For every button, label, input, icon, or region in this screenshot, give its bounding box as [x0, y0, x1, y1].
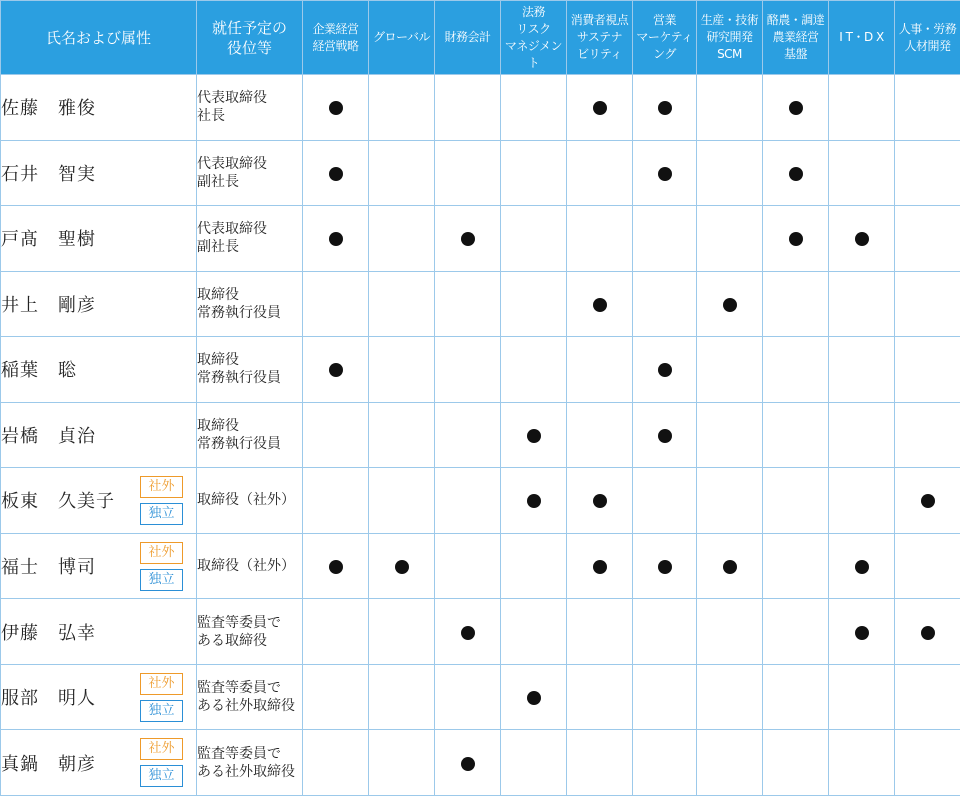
skill-cell-4: [567, 271, 633, 337]
skill-cell-9: [895, 75, 960, 141]
skill-cell-9: [895, 271, 960, 337]
header-skill-2: 財務会計: [435, 1, 501, 75]
independent-badge: 独立: [140, 700, 183, 722]
table-row: [1, 599, 960, 665]
header-skill-0: 企業経営 経営戦略: [303, 1, 369, 75]
skill-cell-0: [303, 730, 369, 796]
skill-cell-2: [435, 337, 501, 403]
skill-mark-dot: [527, 691, 541, 705]
director-name: 服部 明人: [1, 688, 96, 710]
skill-cell-0: [303, 271, 369, 337]
outside-badge: 社外: [140, 542, 183, 564]
skill-mark-dot: [527, 429, 541, 443]
skill-cell-4: [567, 599, 633, 665]
skill-cell-6: [697, 206, 763, 272]
skill-cell-4: [567, 664, 633, 730]
table-row: [1, 533, 960, 599]
skill-cell-5: [633, 664, 697, 730]
skill-mark-dot: [527, 494, 541, 508]
skill-cell-7: [763, 730, 829, 796]
skill-mark-dot: [921, 494, 935, 508]
name-cell: [1, 533, 197, 599]
skill-cell-1: [369, 402, 435, 468]
skill-cell-8: [829, 533, 895, 599]
skill-cell-4: [567, 468, 633, 534]
skill-cell-5: [633, 730, 697, 796]
header-skill-6: 生産・技術 研究開発 SCM: [697, 1, 763, 75]
outside-badge: 社外: [140, 673, 183, 695]
independent-badge: 独立: [140, 569, 183, 591]
table-header: [1, 1, 960, 75]
skill-cell-8: [829, 468, 895, 534]
position-cell: 取締役 常務執行役員: [197, 337, 303, 403]
independent-badge: 独立: [140, 503, 183, 525]
skill-cell-6: [697, 271, 763, 337]
skill-cell-4: [567, 140, 633, 206]
header-skill-1: グローバル: [369, 1, 435, 75]
skill-mark-dot: [461, 232, 475, 246]
skill-cell-3: [501, 271, 567, 337]
table-row: [1, 468, 960, 534]
skill-cell-8: [829, 402, 895, 468]
director-name: 稲葉 聡: [1, 360, 77, 382]
skill-cell-6: [697, 337, 763, 403]
skill-cell-2: [435, 533, 501, 599]
skill-mark-dot: [658, 429, 672, 443]
skill-mark-dot: [723, 560, 737, 574]
position-cell: 取締役 常務執行役員: [197, 402, 303, 468]
outside-badge: 社外: [140, 738, 183, 760]
skill-mark-dot: [658, 363, 672, 377]
skill-mark-dot: [329, 101, 343, 115]
position-cell: 取締役（社外）: [197, 468, 303, 534]
skill-mark-dot: [329, 363, 343, 377]
skill-cell-3: [501, 337, 567, 403]
skill-cell-5: [633, 599, 697, 665]
header-skill-5: 営業 マーケティング: [633, 1, 697, 75]
skill-cell-2: [435, 271, 501, 337]
skill-mark-dot: [461, 626, 475, 640]
skill-cell-0: [303, 402, 369, 468]
name-cell: [1, 402, 197, 468]
independent-badge: 独立: [140, 765, 183, 787]
name-cell: [1, 75, 197, 141]
table-row: [1, 206, 960, 272]
director-name: 板東 久美子: [1, 491, 115, 513]
position-cell: 代表取締役 社長: [197, 75, 303, 141]
skill-cell-5: [633, 533, 697, 599]
skill-cell-1: [369, 206, 435, 272]
name-cell: [1, 599, 197, 665]
skill-cell-2: [435, 468, 501, 534]
skill-cell-1: [369, 599, 435, 665]
skill-mark-dot: [789, 101, 803, 115]
skill-cell-7: [763, 599, 829, 665]
skill-cell-7: [763, 468, 829, 534]
skill-mark-dot: [593, 494, 607, 508]
skill-cell-2: [435, 206, 501, 272]
skill-cell-9: [895, 468, 960, 534]
skill-cell-4: [567, 337, 633, 403]
skill-cell-3: [501, 75, 567, 141]
skill-cell-7: [763, 75, 829, 141]
skill-cell-7: [763, 140, 829, 206]
skill-mark-dot: [329, 232, 343, 246]
position-cell: 取締役 常務執行役員: [197, 271, 303, 337]
table-row: [1, 402, 960, 468]
skill-cell-3: [501, 599, 567, 665]
skill-mark-dot: [593, 101, 607, 115]
skill-cell-2: [435, 402, 501, 468]
skill-cell-8: [829, 206, 895, 272]
director-name: 戸髙 聖樹: [1, 229, 96, 251]
header-skill-8: I T・D X: [829, 1, 895, 75]
skill-cell-4: [567, 206, 633, 272]
skill-cell-9: [895, 599, 960, 665]
skill-cell-4: [567, 402, 633, 468]
director-name: 岩橋 貞治: [1, 425, 96, 447]
skill-cell-2: [435, 664, 501, 730]
skill-cell-5: [633, 468, 697, 534]
director-name: 真鍋 朝彦: [1, 753, 96, 775]
skill-cell-3: [501, 468, 567, 534]
skill-cell-7: [763, 664, 829, 730]
name-cell: [1, 730, 197, 796]
header-skill-4: 消費者視点 サステナ ビリティ: [567, 1, 633, 75]
skill-cell-6: [697, 599, 763, 665]
director-name: 石井 智実: [1, 163, 96, 185]
skill-cell-1: [369, 664, 435, 730]
table-row: [1, 664, 960, 730]
position-cell: 監査等委員で ある社外取締役: [197, 730, 303, 796]
skill-cell-1: [369, 533, 435, 599]
skill-cell-0: [303, 140, 369, 206]
skill-cell-3: [501, 664, 567, 730]
position-cell: 監査等委員で ある取締役: [197, 599, 303, 665]
skill-cell-0: [303, 533, 369, 599]
table-row: [1, 75, 960, 141]
skill-cell-7: [763, 206, 829, 272]
position-cell: 取締役（社外）: [197, 533, 303, 599]
outside-badge: 社外: [140, 476, 183, 498]
name-cell: [1, 337, 197, 403]
position-cell: 代表取締役 副社長: [197, 140, 303, 206]
skill-cell-7: [763, 271, 829, 337]
table-row: [1, 730, 960, 796]
position-cell: 監査等委員で ある社外取締役: [197, 664, 303, 730]
skill-cell-6: [697, 730, 763, 796]
skill-cell-1: [369, 271, 435, 337]
skill-cell-0: [303, 206, 369, 272]
skill-cell-8: [829, 75, 895, 141]
director-name: 福士 博司: [1, 556, 96, 578]
skill-cell-6: [697, 533, 763, 599]
skill-cell-2: [435, 75, 501, 141]
skill-cell-3: [501, 206, 567, 272]
table-row: [1, 140, 960, 206]
skill-cell-4: [567, 533, 633, 599]
director-name: 伊藤 弘幸: [1, 622, 96, 644]
table-row: [1, 271, 960, 337]
skill-cell-5: [633, 75, 697, 141]
skill-cell-8: [829, 664, 895, 730]
header-skill-9: 人事・労務 人材開発: [895, 1, 960, 75]
skill-cell-5: [633, 140, 697, 206]
skill-mark-dot: [855, 232, 869, 246]
name-cell: [1, 271, 197, 337]
skill-cell-4: [567, 730, 633, 796]
skill-cell-6: [697, 664, 763, 730]
skill-cell-9: [895, 533, 960, 599]
skill-cell-0: [303, 337, 369, 403]
skill-cell-4: [567, 75, 633, 141]
header-row: [1, 1, 960, 75]
skill-cell-8: [829, 271, 895, 337]
skill-cell-7: [763, 402, 829, 468]
skill-mark-dot: [658, 167, 672, 181]
skill-mark-dot: [658, 560, 672, 574]
skill-cell-0: [303, 75, 369, 141]
skill-cell-3: [501, 140, 567, 206]
name-cell: [1, 206, 197, 272]
skill-cell-0: [303, 664, 369, 730]
skill-cell-2: [435, 140, 501, 206]
skill-mark-dot: [593, 298, 607, 312]
skill-cell-5: [633, 402, 697, 468]
skill-mark-dot: [461, 757, 475, 771]
skill-cell-3: [501, 533, 567, 599]
skill-mark-dot: [855, 626, 869, 640]
skill-cell-0: [303, 468, 369, 534]
skill-cell-9: [895, 206, 960, 272]
skill-cell-6: [697, 75, 763, 141]
table-row: [1, 337, 960, 403]
skill-mark-dot: [789, 232, 803, 246]
skill-cell-6: [697, 468, 763, 534]
skill-cell-2: [435, 730, 501, 796]
skill-cell-2: [435, 599, 501, 665]
skill-cell-9: [895, 664, 960, 730]
skill-mark-dot: [593, 560, 607, 574]
director-name: 佐藤 雅俊: [1, 98, 96, 120]
skill-cell-3: [501, 730, 567, 796]
skill-cell-7: [763, 533, 829, 599]
skill-cell-6: [697, 140, 763, 206]
header-position: [197, 1, 303, 75]
skill-cell-8: [829, 337, 895, 403]
header-name: 氏名および属性: [1, 1, 197, 75]
header-skill-7: 酪農・調達 農業経営 基盤: [763, 1, 829, 75]
skill-mark-dot: [789, 167, 803, 181]
skill-mark-dot: [658, 101, 672, 115]
skill-cell-7: [763, 337, 829, 403]
skill-cell-8: [829, 140, 895, 206]
skill-cell-5: [633, 337, 697, 403]
name-cell: [1, 468, 197, 534]
skill-mark-dot: [855, 560, 869, 574]
name-cell: [1, 664, 197, 730]
header-skill-3: 法務 リスク マネジメント: [501, 1, 567, 75]
skill-cell-3: [501, 402, 567, 468]
skill-cell-1: [369, 730, 435, 796]
skill-cell-1: [369, 337, 435, 403]
skill-cell-5: [633, 206, 697, 272]
skill-cell-8: [829, 730, 895, 796]
skill-cell-9: [895, 140, 960, 206]
skill-mark-dot: [723, 298, 737, 312]
skill-cell-9: [895, 730, 960, 796]
skill-cell-1: [369, 75, 435, 141]
header-position-label: 就任予定の 役位等: [211, 18, 287, 57]
skill-cell-9: [895, 337, 960, 403]
skill-mark-dot: [329, 560, 343, 574]
skill-cell-8: [829, 599, 895, 665]
skill-cell-5: [633, 271, 697, 337]
position-cell: 代表取締役 副社長: [197, 206, 303, 272]
skill-cell-6: [697, 402, 763, 468]
skill-cell-0: [303, 599, 369, 665]
skill-mark-dot: [395, 560, 409, 574]
skill-mark-dot: [329, 167, 343, 181]
skill-cell-1: [369, 140, 435, 206]
table-body: [1, 75, 960, 796]
skill-mark-dot: [921, 626, 935, 640]
skill-cell-9: [895, 402, 960, 468]
skill-cell-1: [369, 468, 435, 534]
name-cell: [1, 140, 197, 206]
director-name: 井上 剛彦: [1, 294, 96, 316]
